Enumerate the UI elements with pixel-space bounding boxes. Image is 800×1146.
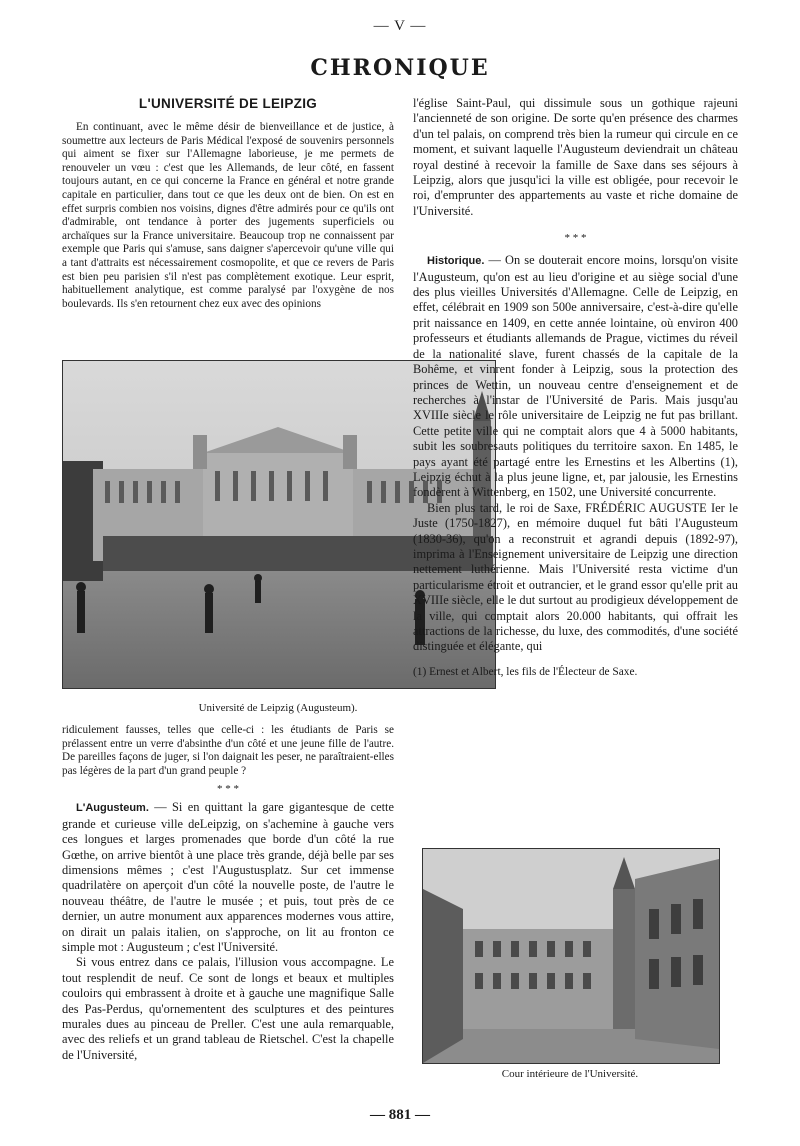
- augusteum-text: — Si en quittant la gare gigantesque de cette grande et curieuse ville deLeipzig, on s'achemine à gauche vers ces longues et larges promenades que borde d'un côté la rue Gœthe, on arrive bientôt à une place très grande, déjà belle par ses dimensions mêmes ; c'est l'Augustusplatz. Sur cet immense quadrilatère on aperçoit d'un côté la nouvelle poste, de l'autre le nouveau théâtre, de l'autre le musée ; et puis, tout près de ce dernier, un autre monument aux apparences modernes vous attire, on dirait un palais italien, on s'approche, on lit au fronton ce simple mot : Augusteum ; c'est l'Université.: [62, 800, 394, 955]
- section-separator-right: * * *: [564, 232, 587, 245]
- left-column: [62, 92, 394, 311]
- page-number: — 881 —: [370, 1107, 430, 1123]
- figure-2-caption: Cour intérieure de l'Université.: [501, 1068, 639, 1080]
- figure-1-caption: Université de Leipzig (Augusteum).: [198, 702, 358, 714]
- page-roman-numeral: — V —: [373, 18, 427, 34]
- intro-paragraph: En continuant, avec le même désir de bienveillance et de justice, à soumettre aux lecteurs de Paris Médical l'exposé de souvenirs personnels qui aiment se fixer sur l'Allemagne laborieuse, je me permets de renouveler un vœu : c'est que les Allemands, de leur côté, en fassent toujours autant, en ce qui concerne la France en général et notre grande capitale en particulier, dans tout ce que les deux ont de bien. On est en effet surpris combien nos voisins, dignes d'être admirés pour ce qu'ils ont d'admirable, ont tendance à porter des jugements superficiels ou archaïques sur la France universitaire. Beaucoup trop ne connaissent par exemple que Paris qui s'amuse, sans daigner s'apercevoir qu'une ville qui a tant d'attraits est nécessairement cosmopolite, et que ce revers de Paris est bien peu parisien s'il n'est pas complètement exotique. Leur esprit, habituellement analytique, est comme paralysé par l'oxygène de nos boulevards. Ils s'en retournent chez eux avec des opinions: [62, 121, 394, 310]
- left-lower-column: [62, 724, 394, 1063]
- courtyard-illustration: [423, 849, 719, 1063]
- continuation-paragraph: ridiculement fausses, telles que celle-ci : les étudiants de Paris se prélassent entre un verre d'absinthe d'un côté et une jeune fille de l'autre. De pareilles façons de juger, si l'on daignait les peser, ne paraîtraient-elles pas légères de la part d'un grand peuple ?: [62, 724, 394, 777]
- courtyard-photo: [422, 848, 720, 1064]
- footnote: (1) Ernest et Albert, les fils de l'Électeur de Saxe.: [413, 665, 638, 678]
- historique-paragraph-2: Bien plus tard, le roi de Saxe, FRÉDÉRIC AUGUSTE Ier le Juste (1750-1827), en mémoire duquel fut bâti l'Augusteum (1830-36), qu'on a reconstruit et agrandi depuis (1892-97), imprima à l'Enseignement universitaire de Leipzig une direction nettement luthérienne. Mais l'Université resta victime d'un particularisme étroit et outrancier, et le grand essor qu'elle prit au XVIIIe siècle, elle le dut surtout au prodigieux développement de la ville, qui comptait alors 20.000 habitants, qui offrait les attractions de la richesse, du luxe, des commodités, d'une société distinguée et élégante, qui: [413, 500, 738, 654]
- interior-paragraph: Si vous entrez dans ce palais, l'illusion vous accompagne. Le tout resplendit de neuf. Ce sont de longs et beaux et multiples couloirs qui embrassent à droite et à gauche une magnifique Salle des Pas-Perdus, qu'ornementent des sculptures et des peintures murales dues au pinceau de Preller. C'est une aula remarquable, avec des reliefs et un grand tableau de Rietschel. C'est la chapelle de l'Université,: [62, 955, 394, 1062]
- historique-lead: Historique.: [427, 255, 485, 268]
- augusteum-lead: L'Augusteum.: [76, 802, 149, 815]
- historique-paragraph: [413, 253, 738, 501]
- right-column: [413, 96, 738, 679]
- section-heading: CHRONIQUE: [310, 55, 490, 81]
- section-separator: * * *: [217, 783, 239, 796]
- augusteum-paragraph: [62, 800, 394, 955]
- right-continuation: l'église Saint-Paul, qui dissimule sous un gothique rajeuni l'ancienneté de son origine. De sorte qu'en présence des charmes d'un tel palais, on comprend très bien la rumeur qui circule en ce moment, et suivant laquelle l'Augusteum deviendrait un château royal destiné à recevoir la famille de Saxe dans ses séjours à Leipzig, alors que jusqu'ici la ville est obligée, pour recevoir le roi, d'emprunter des appartements au vaste et riche domaine de l'Université.: [413, 96, 738, 218]
- historique-text: — On se douterait encore moins, lorsqu'on visite l'Augusteum, qu'on est au lieu d'origine et au siège social d'une des plus vieilles Universités d'Allemagne. Celle de Leipzig, en effet, célébrait en 1909 son 500e anniversaire, c'est-à-dire qu'elle prit naissance en 1409, en cette année lointaine, où environ 400 professeurs et étudiants allemands de Prague, victimes du réveil de la nationalité slave, furent chassés de la capitale de la Bohême, et vinrent fonder à Leipzig, sous la protection des princes de Wettin, un nouveau centre d'enseignement et de recherches à l'instar de l'Université de Paris. Mais jusqu'au XVIIIe siècle le rôle universitaire de Leipzig ne fut pas brillant. Cette petite ville qui ne comptait alors que 4 à 5000 habitants, subit les soubresauts politiques du territoire saxon. En 1485, le pays ayant été partagé entre les Ernestins et les Albertins (1), Leipzig échut à la plus jeune ligne, et, par jalousie, les Ernestins fondèrent à Wittenberg, en 1502, une Université concurrente.: [413, 253, 738, 500]
- article-title: L'UNIVERSITÉ DE LEIPZIG: [138, 96, 318, 111]
